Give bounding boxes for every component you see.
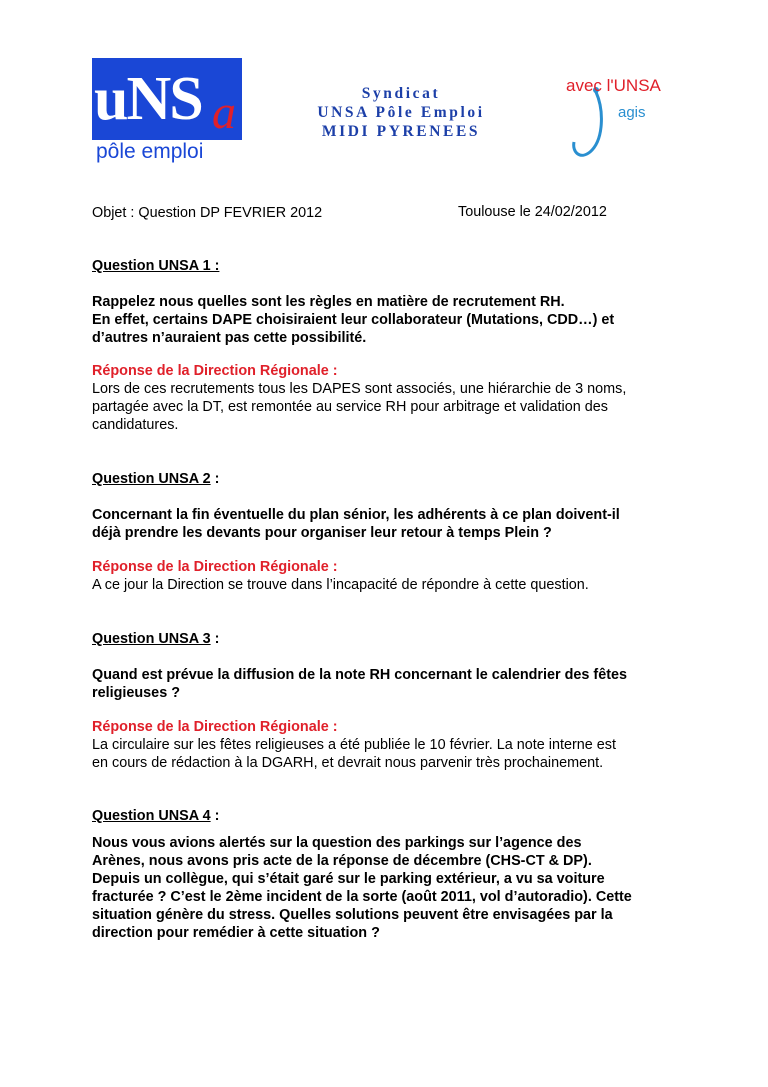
- q3-answer-label: Réponse de la Direction Régionale :: [92, 719, 338, 735]
- q1-answer-line: partagée avec la DT, est remontée au service RH pour arbitrage et validation des: [92, 399, 608, 415]
- q1-question-line: d’autres n’auraient pas cette possibilité.: [92, 330, 367, 346]
- q2-answer-line: A ce jour la Direction se trouve dans l’incapacité de répondre à cette question.: [92, 577, 589, 593]
- q2-question-line: déjà prendre les devants pour organiser leur retour à temps Plein ?: [92, 525, 552, 541]
- q4-question-line: Arènes, nous avons pris acte de la réponse de décembre (CHS-CT & DP).: [92, 853, 592, 869]
- q4-question-line: situation génère du stress. Quelles solutions peuvent être envisagées par la: [92, 907, 613, 923]
- logo-right-bottom-text: agis: [618, 104, 646, 121]
- place-date: Toulouse le 24/02/2012: [458, 204, 607, 220]
- q3-question-line: Quand est prévue la diffusion de la note RH concernant le calendrier des fêtes: [92, 667, 627, 683]
- q1-question-line: En effet, certains DAPE choisiraient leur collaborateur (Mutations, CDD…) et: [92, 312, 615, 328]
- logo-blue-box: [92, 58, 242, 140]
- q4-question-line: Depuis un collègue, qui s’était garé sur le parking extérieur, a vu sa voiture: [92, 871, 605, 887]
- q2-heading: Question UNSA 2: [92, 471, 211, 487]
- unsa-pole-emploi-logo: [92, 58, 242, 166]
- q2-heading-row: [92, 470, 219, 488]
- q2-heading-suffix: :: [210, 471, 220, 487]
- q1-heading: Question UNSA 1 :: [92, 258, 220, 274]
- logo-subtitle: pôle emploi: [96, 140, 204, 163]
- title-line-2: UNSA Pôle Emploi: [317, 104, 485, 121]
- logo-letter-a: a: [212, 86, 236, 139]
- q3-heading-row: [92, 630, 219, 648]
- q4-question-line: direction pour remédier à cette situation ?: [92, 925, 380, 941]
- title-line-1: Syndicat: [361, 85, 441, 102]
- q2-question-line: Concernant la fin éventuelle du plan sénior, les adhérents à ce plan doivent-il: [92, 507, 620, 523]
- object-line: Objet : Question DP FEVRIER 2012: [92, 205, 323, 221]
- q3-question-line: religieuses ?: [92, 685, 180, 701]
- q2-answer-label: Réponse de la Direction Régionale :: [92, 559, 338, 575]
- q1-answer-line: Lors de ces recrutements tous les DAPES sont associés, une hiérarchie de 3 noms,: [92, 381, 627, 397]
- q3-answer-line: La circulaire sur les fêtes religieuses a été publiée le 10 février. La note interne est: [92, 737, 616, 753]
- avec-unsa-agis-logo: [560, 70, 680, 170]
- q1-answer-line: candidatures.: [92, 417, 179, 433]
- q4-heading: Question UNSA 4: [92, 808, 211, 824]
- logo-letters: uNS: [94, 65, 202, 133]
- title-line-3: MIDI PYRENEES: [321, 123, 481, 140]
- q3-answer-line: en cours de rédaction à la DGARH, et devrait nous parvenir très prochainement.: [92, 755, 604, 771]
- logo-right-top-text: avec l'UNSA: [566, 76, 661, 95]
- q1-answer-label: Réponse de la Direction Régionale :: [92, 363, 338, 379]
- q4-heading-suffix: :: [210, 808, 220, 824]
- q4-question-line: fracturée ? C’est le 2ème incident de la sorte (août 2011, vol d’autoradio). Cette: [92, 889, 632, 905]
- q3-heading: Question UNSA 3: [92, 631, 211, 647]
- q4-question-line: Nous vous avions alertés sur la question des parkings sur l’agence des: [92, 835, 582, 851]
- q4-heading-row: [92, 807, 219, 825]
- q3-heading-suffix: :: [210, 631, 220, 647]
- q1-question-line: Rappelez nous quelles sont les règles en matière de recrutement RH.: [92, 294, 565, 310]
- document-title: [292, 84, 510, 141]
